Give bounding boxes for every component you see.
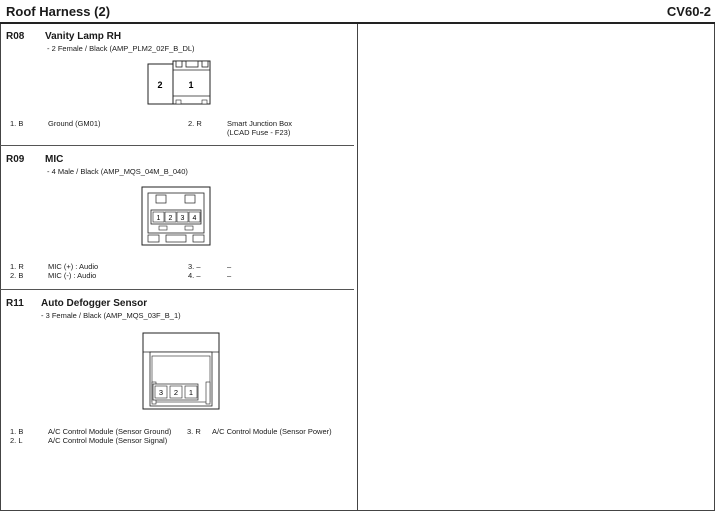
connector-r09-diagram bbox=[140, 185, 220, 249]
page-header bbox=[0, 0, 715, 24]
pin-number: 4. – bbox=[188, 271, 201, 280]
pin-description: – bbox=[227, 262, 232, 271]
connector-name: Auto Defogger Sensor bbox=[41, 298, 148, 309]
pin-description: A/C Control Module (Sensor Power) bbox=[212, 427, 332, 436]
pin-description: A/C Control Module (Sensor Signal) bbox=[48, 436, 168, 445]
column-divider bbox=[357, 24, 358, 511]
pin-number: 3. – bbox=[188, 262, 201, 271]
connector-name: Vanity Lamp RH bbox=[45, 31, 122, 42]
pin-number: 2. B bbox=[10, 271, 24, 280]
connector-spec: - 2 Female / Black (AMP_PLM2_02F_B_DL) bbox=[47, 44, 195, 53]
pin-number: 1. R bbox=[10, 262, 24, 271]
pin-number: 2. R bbox=[188, 119, 202, 128]
pin-number: 2. L bbox=[10, 436, 23, 445]
connector-r08-diagram bbox=[140, 58, 220, 108]
pin-description: Ground (GM01) bbox=[48, 119, 101, 128]
pin-description-extra: (LCAD Fuse - F23) bbox=[227, 128, 291, 137]
cavity-label: 2 bbox=[157, 80, 163, 90]
pin-description: MIC (-) : Audio bbox=[48, 271, 97, 280]
connector-id: R11 bbox=[6, 298, 24, 309]
connector-name: MIC bbox=[45, 154, 64, 165]
pin-description: A/C Control Module (Sensor Ground) bbox=[48, 427, 172, 436]
page-code: CV60-2 bbox=[666, 4, 711, 19]
pin-description: – bbox=[227, 271, 232, 280]
connector-spec: - 4 Male / Black (AMP_MQS_04M_B_040) bbox=[47, 167, 188, 176]
cavity-label: 2 bbox=[173, 388, 179, 397]
cavity-label: 2 bbox=[168, 215, 173, 222]
cavity-label: 4 bbox=[192, 215, 197, 222]
cavity-label: 1 bbox=[188, 80, 194, 90]
pin-description: Smart Junction Box bbox=[227, 119, 293, 128]
pin-number: 3. R bbox=[187, 427, 201, 436]
cavity-label: 1 bbox=[156, 215, 161, 222]
pin-description: MIC (+) : Audio bbox=[48, 262, 99, 271]
pin-number: 1. B bbox=[10, 427, 24, 436]
connector-id: R09 bbox=[6, 154, 25, 165]
connector-r11-diagram bbox=[140, 330, 225, 415]
section-separator bbox=[0, 289, 354, 290]
connector-spec: - 3 Female / Black (AMP_MQS_03F_B_1) bbox=[41, 311, 181, 320]
cavity-label: 3 bbox=[158, 388, 164, 397]
pin-number: 1. B bbox=[10, 119, 24, 128]
cavity-label: 3 bbox=[180, 215, 185, 222]
page-title: Roof Harness (2) bbox=[6, 4, 111, 19]
section-separator bbox=[0, 145, 354, 146]
connector-id: R08 bbox=[6, 31, 25, 42]
cavity-label: 1 bbox=[188, 388, 194, 397]
